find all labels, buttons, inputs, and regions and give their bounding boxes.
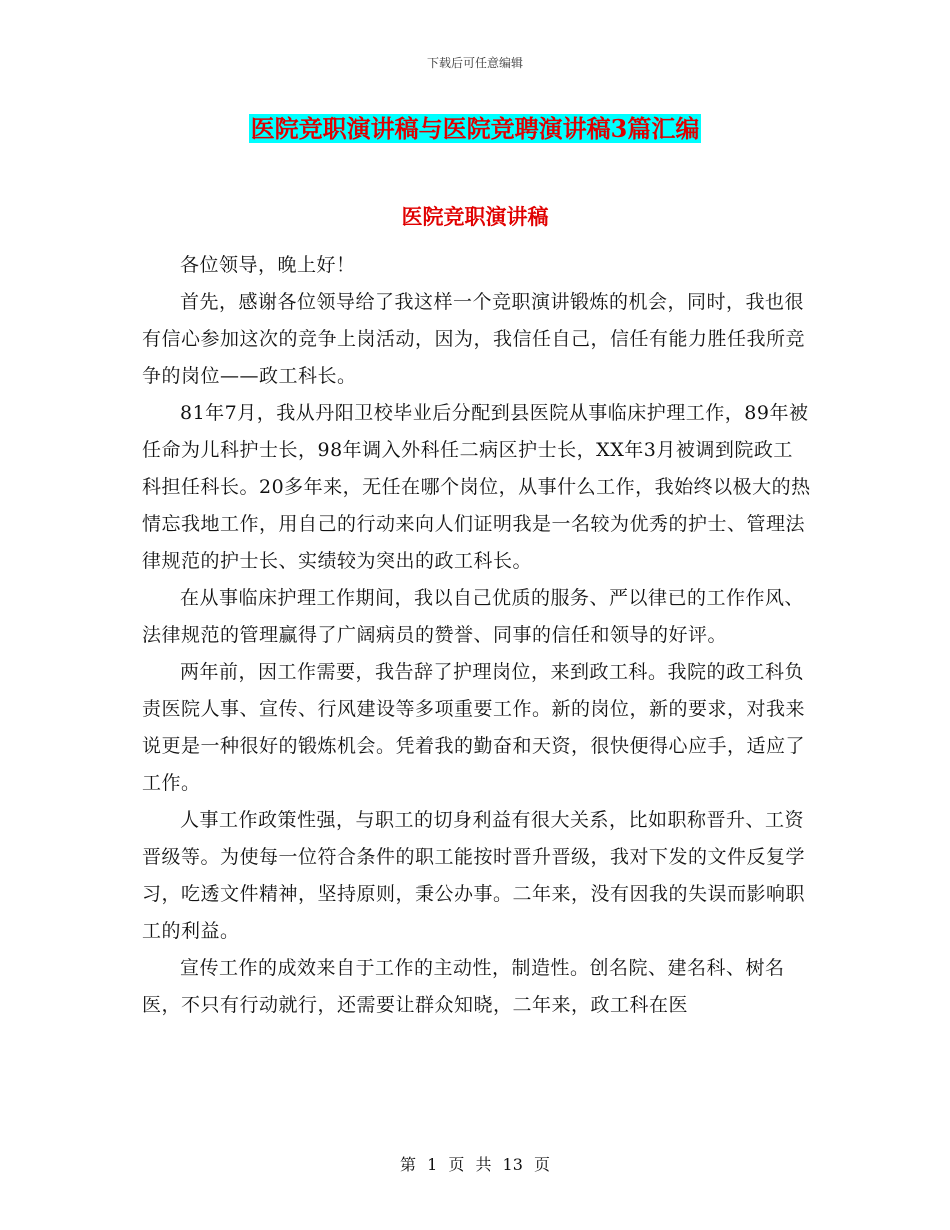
header-note: 下载后可任意编辑 [426, 56, 523, 70]
paragraph-greeting: 各位领导，晚上好！ [180, 254, 356, 276]
document-body [142, 247, 812, 1024]
paragraph: 首先，感谢各位领导给了我这样一个竞职演讲锻炼的机会，同时，我也很有信心参加这次的竞争上岗活动，因为，我信任自己，信任有能力胜任我所竞争的岗位——政工科长。 [142, 291, 806, 387]
document-title-text: 医院竞职演讲稿与医院竞聘演讲稿3篇汇编 [250, 114, 700, 143]
document-title [0, 112, 950, 146]
paragraph: 宣传工作的成效来自于工作的主动性，制造性。创名院、建名科、树名医，不只有行动就行，还需要让群众知晓，二年来，政工科在医 [142, 957, 785, 1016]
section-title: 医院竞职演讲稿 [401, 204, 549, 229]
page-footer: 第 1 页 共 13 页 [400, 1155, 550, 1174]
paragraph: 两年前，因工作需要，我告辞了护理岗位，来到政工科。我院的政工科负责医院人事、宣传、行风建设等多项重要工作。新的岗位，新的要求，对我来说更是一种很好的锻炼机会。凭着我的勤奋和天资，很快便得心应手，适应了工作。 [142, 661, 806, 794]
paragraph: 在从事临床护理工作期间，我以自己优质的服务、严以律已的工作作风、法律规范的管理赢得了广阔病员的赞誉、同事的信任和领导的好评。 [142, 587, 805, 646]
paragraph: 81年7月，我从丹阳卫校毕业后分配到县医院从事临床护理工作，89年被任命为儿科护士长，98年调入外科任二病区护士长，XX年3月被调到院政工科担任科长。20多年来，无任在哪个岗位，从事什么工作，我始终以极大的热情忘我地工作，用自己的行动来向人们证明我是一名较为优秀的护士、管理法律规范的护士长、实绩较为突出的政工科长。 [142, 402, 811, 572]
paragraph: 人事工作政策性强，与职工的切身利益有很大关系，比如职称晋升、工资晋级等。为使每一位符合条件的职工能按时晋升晋级，我对下发的文件反复学习，吃透文件精神，坚持原则，秉公办事。二年来，没有因我的失误而影响职工的利益。 [142, 809, 806, 942]
